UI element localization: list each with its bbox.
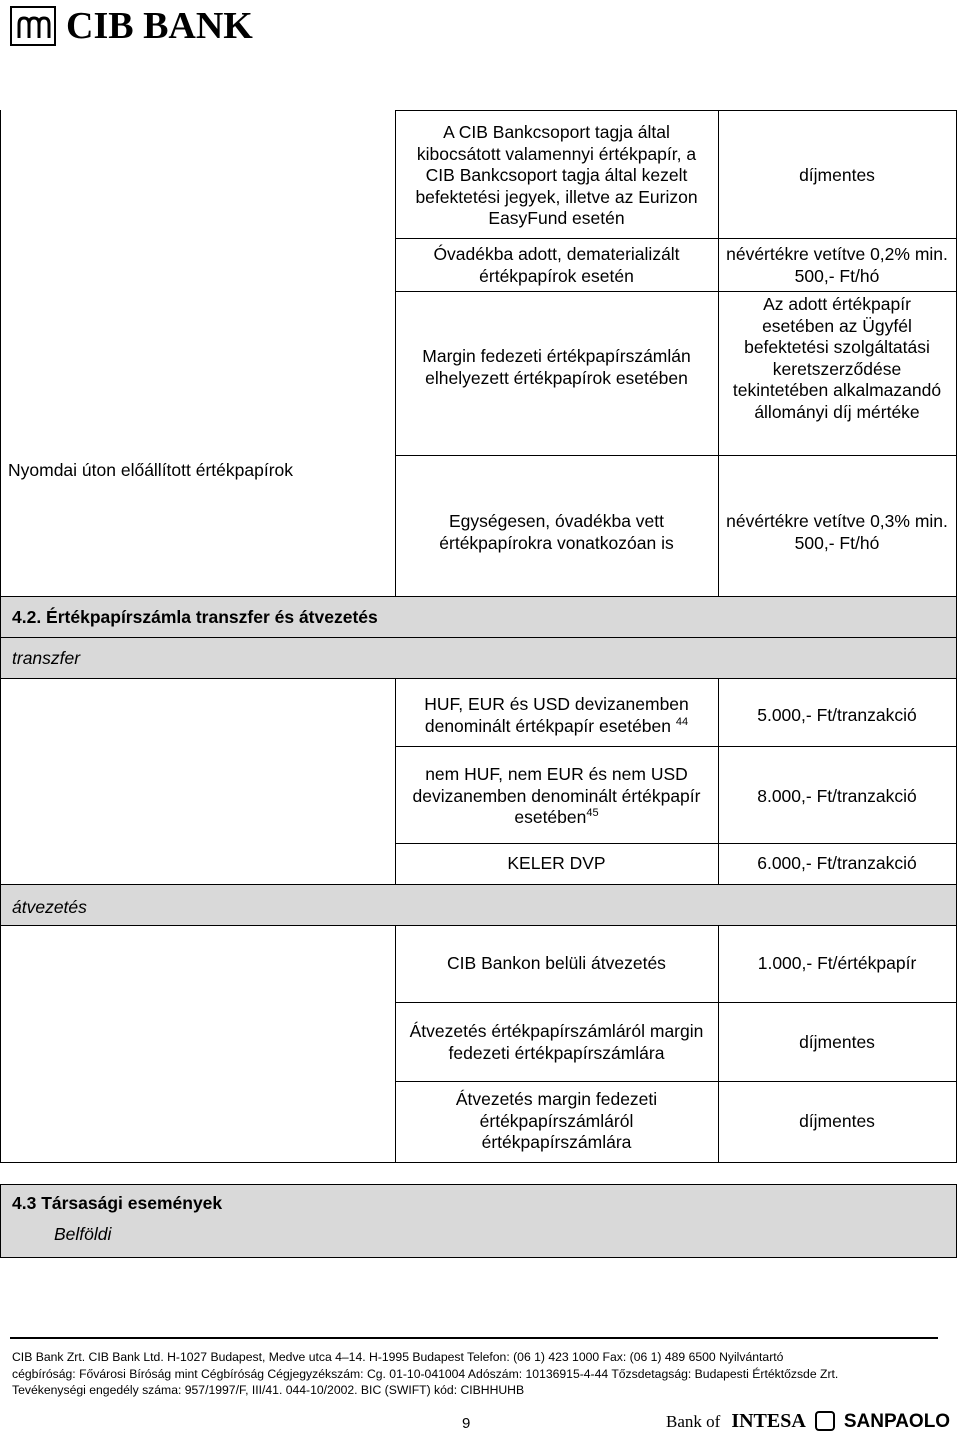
atvezetes-desc-3: Átvezetés margin fedezeti értékpapírszámláról értékpapírszámlára <box>455 1089 658 1152</box>
partner-star-icon <box>815 1411 835 1431</box>
footer-line-2: cégbíróság: Fővárosi Bíróság mint Cégbíróság Cégjegyzékszám: Cg. 01-10-041004 Adószám: 10136915-4-44 Tőzsdetagság: Budapesti Értéktőzsde Zrt. <box>12 1367 839 1381</box>
atvezetes-label: átvezetés <box>12 897 87 917</box>
logo-text: CIB BANK <box>66 5 253 47</box>
section-heading-4-3: 4.3 Társasági események <box>12 1193 223 1213</box>
transfer-fee-3: 6.000,- Ft/tranzakció <box>757 853 917 873</box>
page-number: 9 <box>462 1415 471 1432</box>
footer-line-1: CIB Bank Zrt. CIB Bank Ltd. H-1027 Budapest, Medve utca 4–14. H-1995 Budapest Telefon: (06 1) 423 1000 Fax: (06 1) 489 6500 Nyilvántartó <box>12 1350 784 1364</box>
partner-logo <box>666 1410 950 1433</box>
transfer-desc-2: nem HUF, nem EUR és nem USD devizanemben denominált értékpapír esetében$^{45}$ <box>412 764 701 827</box>
atvezetes-desc-2: Átvezetés értékpapírszámláról margin fedezeti értékpapírszámlára <box>409 1021 704 1063</box>
custody-fee-4: névértékre vetítve 0,3% min. 500,- Ft/hó <box>726 511 948 553</box>
custody-fee-3: Az adott értékpapír esetében az Ügyfél befektetési szolgáltatási keretszerződése tekintetében alkalmazandó állományi díj mértéke <box>732 294 942 422</box>
custody-fee-1: díjmentes <box>799 165 875 185</box>
transfer-desc-1: HUF, EUR és USD devizanemben denominált értékpapír esetében $^{44}$ <box>424 694 689 736</box>
transfer-fee-2: 8.000,- Ft/tranzakció <box>757 786 917 806</box>
partner-sanpaolo: SANPAOLO <box>843 1411 951 1432</box>
footnote-44: 44 <box>675 715 689 728</box>
partner-intesa: INTESA <box>731 1410 806 1432</box>
atvezetes-fee-1: 1.000,- Ft/értékpapír <box>757 953 917 973</box>
partner-prefix: Bank of <box>666 1412 721 1431</box>
corporate-sub-belfoldi: Belföldi <box>54 1224 112 1244</box>
custody-fee-2: névértékre vetítve 0,2% min. 500,- Ft/hó <box>726 244 948 286</box>
transfer-label: transzfer <box>12 648 81 668</box>
atvezetes-fee-3: díjmentes <box>799 1111 875 1131</box>
custody-desc-1: A CIB Bankcsoport tagja által kibocsátott valamennyi értékpapír, a CIB Bankcsoport tagja által kezelt befektetési jegyek, illetve az Eurizon EasyFund esetén <box>415 122 698 228</box>
custody-desc-3: Margin fedezeti értékpapírszámlán elhelyezett értékpapírok esetében <box>422 346 691 388</box>
footnote-45: 45 <box>586 807 599 819</box>
cib-logo-mark-icon <box>10 6 56 46</box>
footer-line-3: Tevékenységi engedély száma: 957/1997/F, III/41. 044-10/2002. BIC (SWIFT) kód: CIBHHUHB <box>12 1383 525 1397</box>
custody-desc-2: Óvadékba adott, dematerializált értékpapírok esetén <box>433 244 680 286</box>
custody-row-label: Nyomdai úton előállított értékpapírok <box>8 460 294 480</box>
transfer-desc-3: KELER DVP <box>507 853 606 873</box>
atvezetes-fee-2: díjmentes <box>799 1032 875 1052</box>
transfer-fee-1: 5.000,- Ft/tranzakció <box>757 705 917 725</box>
section-heading-4-2: 4.2. Értékpapírszámla transzfer és átvezetés <box>12 607 378 627</box>
custody-desc-4: Egységesen, óvadékba vett értékpapírokra vonatkozóan is <box>439 511 674 553</box>
cib-bank-logo <box>10 6 253 46</box>
atvezetes-desc-1: CIB Bankon belüli átvezetés <box>447 953 666 973</box>
